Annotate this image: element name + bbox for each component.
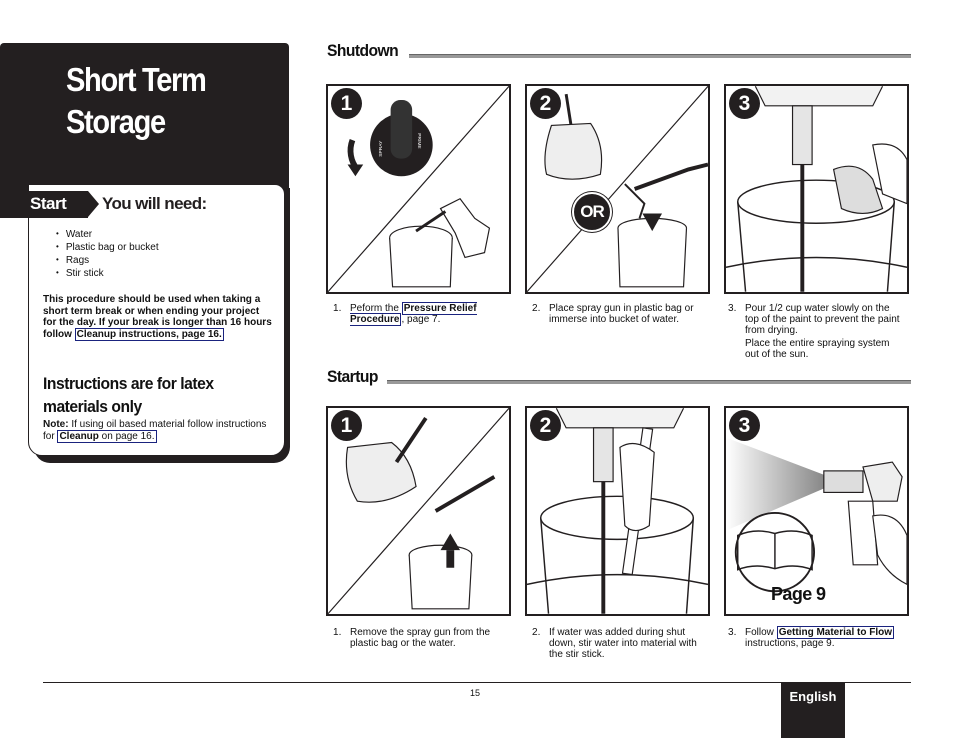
shutdown-rule — [409, 54, 911, 58]
startup-caption-3: 3. Follow Getting Material to Flow instructions, page 9. — [728, 627, 893, 649]
shutdown-caption-2: 2. Place spray gun in plastic bag or immerse into bucket of water. — [532, 303, 694, 325]
you-will-need-heading: You will need: — [102, 194, 207, 213]
latex-note: Note: If using oil based material follow instructions for Cleanup on page 16. — [43, 419, 267, 442]
shutdown-step-3-illustration — [724, 84, 909, 294]
startup-caption-1: 1. Remove the spray gun from the plastic bag or the water. — [333, 627, 491, 649]
step-number: 3 — [729, 410, 760, 441]
getting-material-link[interactable]: Getting Material to Flow — [778, 627, 893, 638]
list-item: • Rags — [56, 254, 159, 267]
page-number: 15 — [470, 688, 481, 698]
cleanup-link[interactable]: Cleanup instructions, page 16. — [76, 328, 222, 340]
startup-heading: Startup — [327, 367, 378, 386]
latex-heading: Instructions are for latex materials only — [43, 374, 214, 416]
start-label: Start — [30, 194, 67, 213]
page-9-reference[interactable]: Page 9 — [771, 584, 826, 604]
shutdown-step-1-illustration — [326, 84, 511, 294]
startup-rule — [387, 380, 911, 384]
pressure-relief-drawing — [328, 86, 509, 292]
language-tab: English — [781, 683, 845, 738]
step-number: 1 — [331, 410, 362, 441]
list-item: • Stir stick — [56, 267, 159, 280]
or-badge: OR — [572, 192, 612, 232]
startup-caption-2: 2. If water was added during shut down, stir water into material with the stir stick. — [532, 627, 697, 660]
pour-water-drawing — [726, 86, 907, 292]
step-number: 3 — [729, 88, 760, 119]
step-number: 1 — [331, 88, 362, 119]
remove-gun-drawing — [328, 408, 509, 614]
svg-text:SPRAY: SPRAY — [378, 140, 384, 157]
svg-text:PRIME: PRIME — [416, 133, 422, 149]
list-item: • Water — [56, 228, 159, 241]
supplies-list — [56, 228, 159, 280]
bag-or-bucket-drawing — [527, 86, 708, 292]
step-number: 2 — [530, 88, 561, 119]
stir-material-drawing — [527, 408, 708, 614]
pressure-relief-link[interactable]: Pressure Relief Procedure — [350, 303, 477, 325]
list-item: • Plastic bag or bucket — [56, 241, 159, 254]
startup-step-1-illustration — [326, 406, 511, 616]
startup-step-2-illustration — [525, 406, 710, 616]
shutdown-step-2-illustration — [525, 84, 710, 294]
page-title: Short Term Storage — [66, 61, 206, 140]
step-number: 2 — [530, 410, 561, 441]
shutdown-caption-1: 1. Peform the Pressure Relief Procedure , page 7. — [333, 303, 477, 325]
shutdown-heading: Shutdown — [327, 41, 399, 60]
procedure-paragraph: This procedure should be used when taking a short term break or when ending your project for the day. If your break is longer than 16 hours follow Cleanup instructions, page 16. — [43, 294, 272, 340]
shutdown-caption-3: 3. Pour 1/2 cup water slowly on the top of the paint to prevent the paint from drying. Place the entire spraying system out of the sun. — [728, 303, 900, 360]
cleanup-link-note[interactable]: Cleanup on page 16. — [59, 430, 155, 442]
title-block — [0, 43, 289, 193]
